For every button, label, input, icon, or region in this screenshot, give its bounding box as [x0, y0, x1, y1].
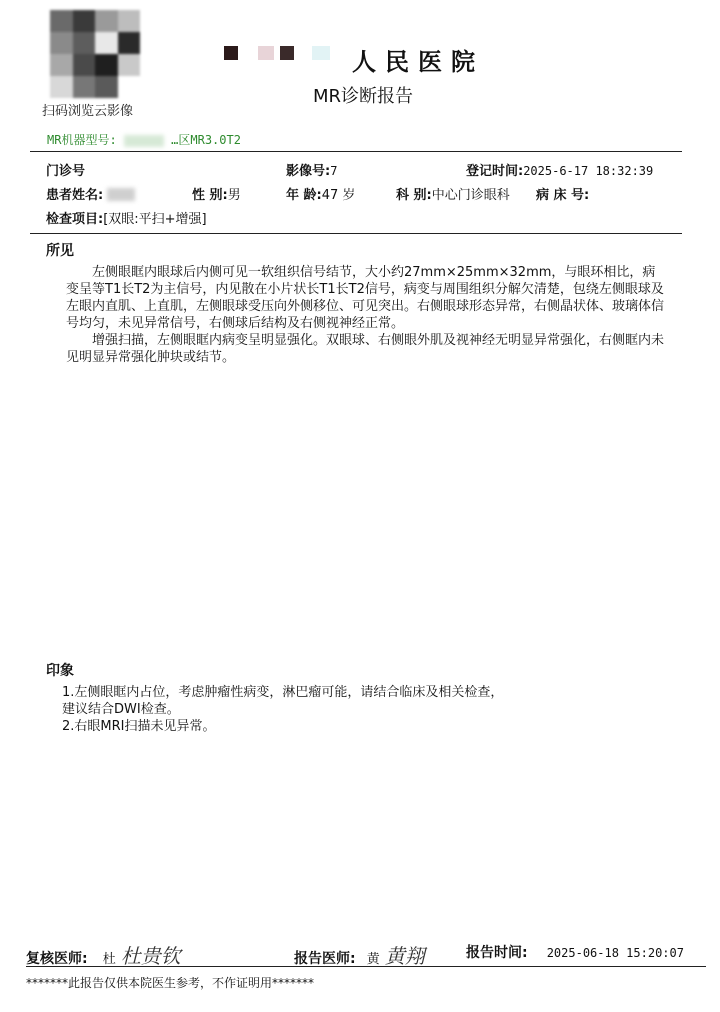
redacted-patient-name [107, 188, 135, 201]
patient-name-label: 患者姓名: [46, 188, 104, 203]
gender-value: 男 [227, 188, 241, 203]
dept-value: 中心门诊眼科 [431, 188, 510, 203]
impression-title: 印象 [46, 663, 74, 679]
report-time-value: 2025-06-18 15:20:07 [546, 946, 684, 960]
dept-label: 科 别: [396, 188, 432, 203]
reviewer-signature: 杜贵钦 [120, 944, 181, 968]
redacted-machine [124, 135, 164, 147]
divider-top [30, 151, 682, 152]
report-time-label: 报告时间: [466, 945, 528, 961]
findings-title: 所见 [46, 243, 74, 259]
divider-middle [30, 233, 682, 234]
impression-line-3: 2.右眼MRI扫描未见异常。 [62, 719, 216, 734]
qr-code[interactable] [50, 10, 140, 98]
reporter-signature: 黄翔 [384, 944, 425, 968]
machine-model [47, 131, 241, 148]
bed-no [536, 184, 589, 203]
department [396, 184, 510, 203]
age-label: 年 龄: [286, 188, 322, 203]
qr-caption: 扫码浏览云影像 [42, 104, 134, 119]
reviewer [26, 940, 181, 969]
footer-disclaimer: *******此报告仅供本院医生参考，不作证明用******* [26, 976, 315, 990]
image-no-label: 影像号: [286, 164, 331, 179]
registration-time [466, 160, 653, 179]
age [286, 184, 355, 203]
reporter-name: 黄 [366, 952, 380, 967]
findings-paragraph-2: 增强扫描，左侧眼眶内病变呈明显强化。双眼球、右侧眼外肌及视神经无明显异常强化，右侧眶内未见明显异常强化肿块或结节。 [66, 333, 665, 365]
reg-time-label: 登记时间: [466, 164, 524, 179]
impression-line-2: 建议结合DWI检查。 [62, 702, 180, 717]
findings-paragraph-1: 左侧眼眶内眼球后内侧可见一软组织信号结节，大小约27mm×25mm×32mm，与眼环相比，病变呈等T1长T2为主信号，内见散在小片状长T1长T2信号，病变与周围组织分解欠清楚，包绕左侧眼球及左眼内直肌、上直肌，左侧眼球受压向外侧移位、可见突出。右侧眼球形态异常，右侧晶状体、玻璃体信号均匀，未见异常信号，右侧球后结构及右侧视神经正常。 [66, 265, 665, 331]
report-title: MR诊断报告 [313, 86, 414, 107]
exam-label: 检查项目: [46, 212, 104, 227]
gender [192, 184, 241, 203]
impression-line-1: 1.左侧眼眶内占位，考虑肿瘤性病变，淋巴瘤可能，请结合临床及相关检查， [62, 685, 504, 700]
reporter-label: 报告医师: [294, 951, 356, 967]
divider-bottom [26, 966, 706, 967]
redacted-hospital-prefix [224, 46, 330, 60]
clinic-no [46, 160, 85, 179]
reviewer-name: 杜 [102, 952, 116, 967]
exam-item [46, 208, 207, 227]
reviewer-label: 复核医师: [26, 951, 88, 967]
bed-label: 病 床 号: [536, 188, 590, 203]
machine-label: MR机器型号: [47, 133, 117, 147]
report-time [466, 942, 684, 962]
image-no-value: 7 [330, 164, 338, 178]
findings-body [66, 264, 666, 366]
machine-value: …区MR3.0T2 [171, 133, 241, 147]
impression-body [62, 684, 662, 735]
age-value: 47 岁 [321, 188, 356, 203]
gender-label: 性 别: [192, 188, 228, 203]
reg-time-value: 2025-6-17 18:32:39 [523, 164, 654, 178]
image-no [286, 160, 337, 179]
patient-name [46, 184, 135, 203]
hospital-name: 人民医院 [352, 47, 484, 76]
clinic-no-label: 门诊号 [46, 164, 86, 179]
reporter [294, 940, 425, 969]
exam-value: [双眼:平扫+增强] [103, 212, 207, 227]
